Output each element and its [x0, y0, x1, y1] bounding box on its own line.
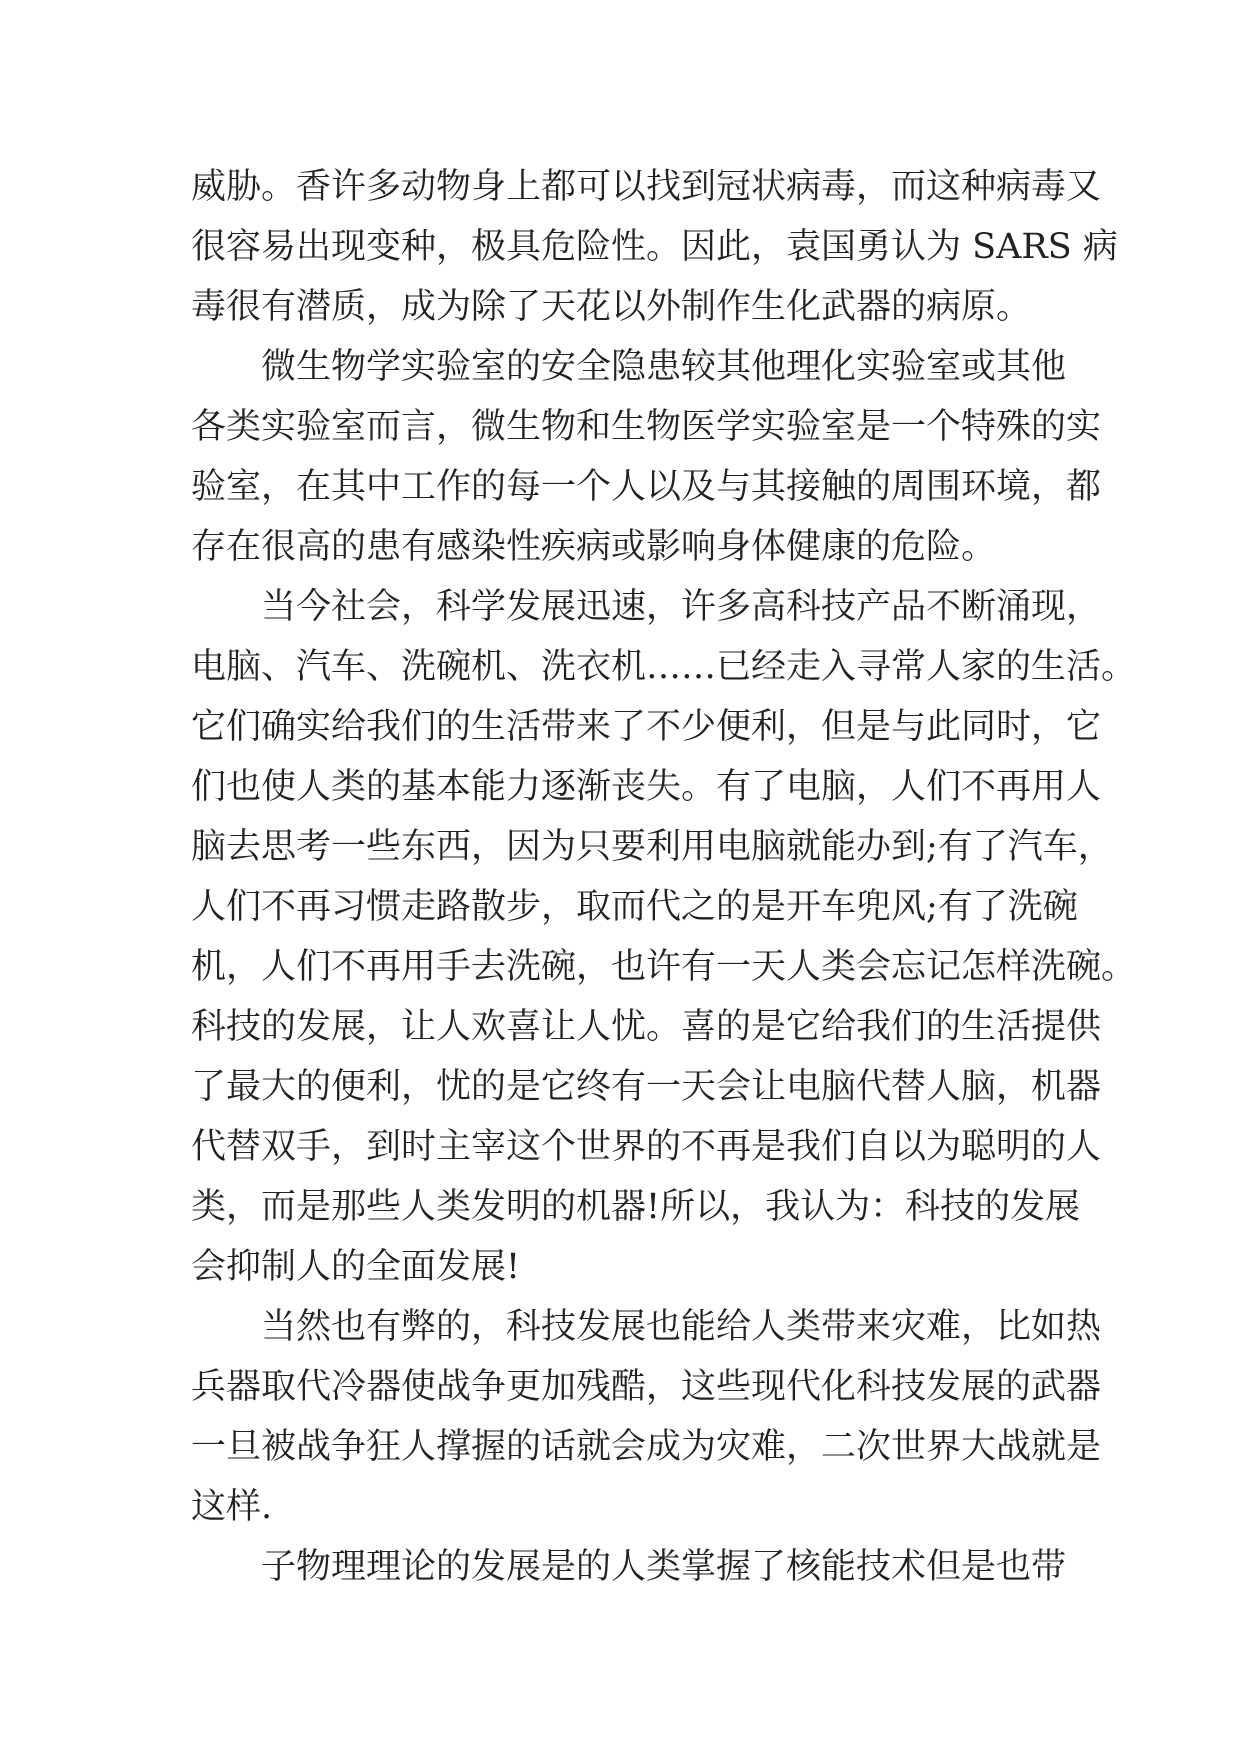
text-line: 兵器取代冷器使战争更加残酷，这些现代化科技发展的武器 [191, 1367, 1102, 1407]
text-line: 微生物学实验室的安全隐患较其他理化实验室或其他 [261, 347, 1067, 387]
text-line: 人们不再习惯走路散步，取而代之的是开车兜风;有了洗碗 [191, 887, 1078, 927]
text-line: 存在很高的患有感染性疾病或影响身体健康的危险。 [191, 527, 997, 567]
text-line: 了最大的便利，忧的是它终有一天会让电脑代替人脑，机器 [191, 1067, 1102, 1107]
paragraph [191, 157, 1118, 337]
text-line: 当今社会，科学发展迅速，许多高科技产品不断涌现， [261, 587, 1102, 627]
text-line: 毒很有潜质，成为除了天花以外制作生化武器的病原。 [191, 287, 1032, 327]
text-line: 当然也有弊的，科技发展也能给人类带来灾难，比如热 [261, 1307, 1102, 1347]
paragraph [191, 577, 1137, 1297]
text-line: 验室，在其中工作的每一个人以及与其接触的周围环境，都 [191, 467, 1102, 507]
text-line: 一旦被战争狂人撑握的话就会成为灾难，二次世界大战就是 [191, 1427, 1102, 1467]
text-line: 会抑制人的全面发展! [191, 1247, 521, 1287]
text-line: 脑去思考一些东西，因为只要利用电脑就能办到;有了汽车， [191, 827, 1113, 867]
text-line: 很容易出现变种，极具危险性。因此，袁国勇认为 SARS 病 [191, 227, 1118, 267]
text-line: 威胁。香许多动物身上都可以找到冠状病毒，而这种病毒又 [191, 167, 1102, 207]
text-line: 科技的发展，让人欢喜让人忧。喜的是它给我们的生活提供 [191, 1007, 1102, 1047]
paragraph [191, 337, 1102, 577]
text-line: 机，人们不再用手去洗碗，也许有一天人类会忘记怎样洗碗。 [191, 947, 1137, 987]
text-line: 类，而是那些人类发明的机器!所以，我认为：科技的发展 [191, 1187, 1081, 1227]
text-line: 子物理理论的发展是的人类掌握了核能技术但是也带 [261, 1547, 1067, 1587]
text-line: 这样. [191, 1487, 273, 1527]
text-line: 它们确实给我们的生活带来了不少便利，但是与此同时，它 [191, 707, 1102, 747]
text-line: 电脑、汽车、洗碗机、洗衣机……已经走入寻常人家的生活。 [191, 647, 1137, 687]
body-text [191, 157, 1137, 1597]
text-line: 们也使人类的基本能力逐渐丧失。有了电脑，人们不再用人 [191, 767, 1102, 807]
paragraph [191, 1297, 1102, 1537]
paragraph [191, 1537, 1067, 1597]
text-line: 代替双手，到时主宰这个世界的不再是我们自以为聪明的人 [191, 1127, 1102, 1167]
text-line: 各类实验室而言，微生物和生物医学实验室是一个特殊的实 [191, 407, 1102, 447]
